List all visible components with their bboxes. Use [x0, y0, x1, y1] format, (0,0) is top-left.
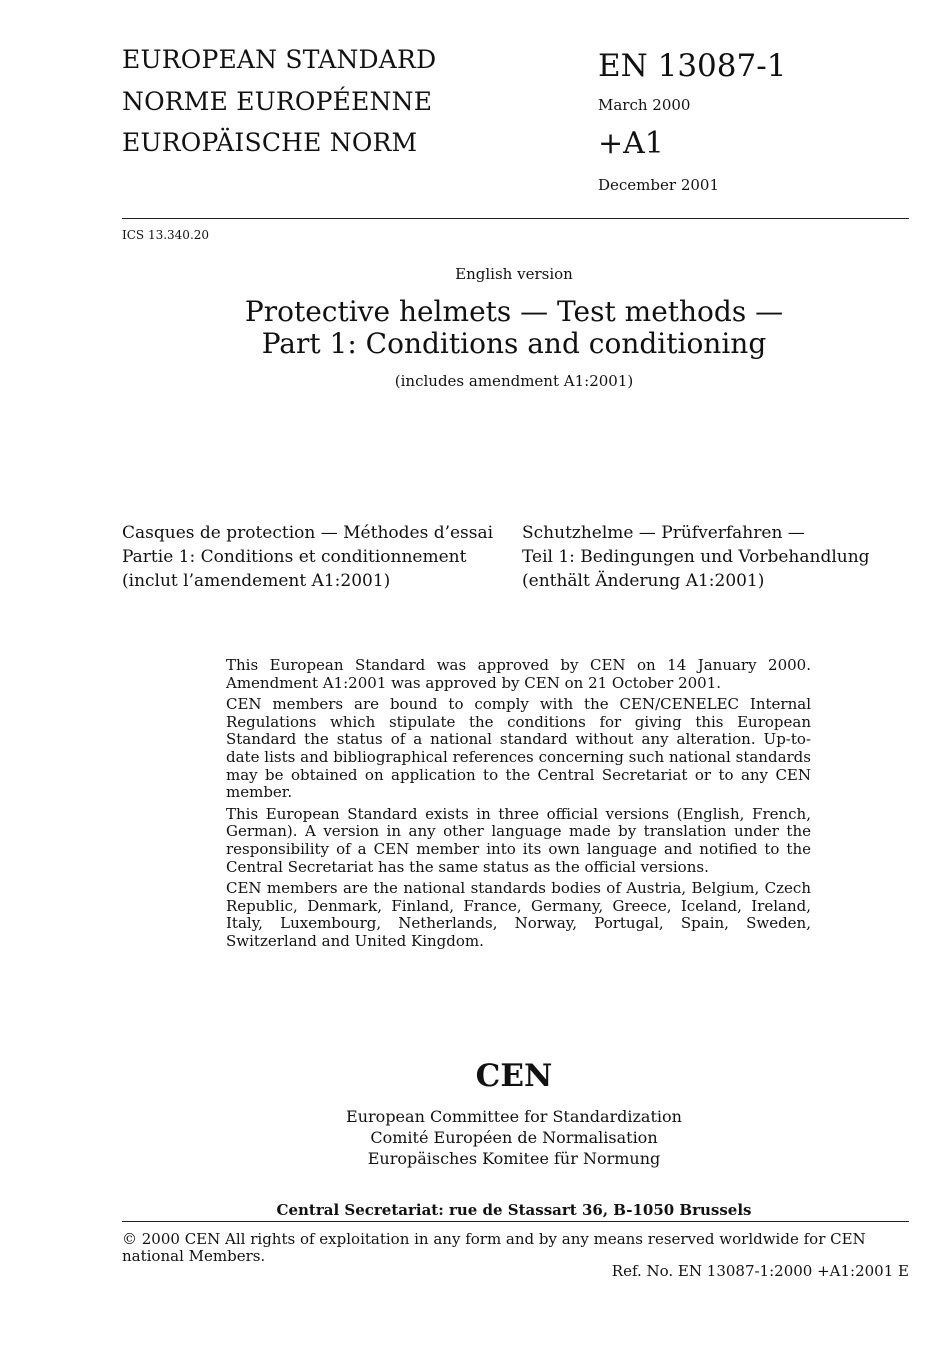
footer-divider — [122, 1221, 909, 1222]
german-title — [522, 521, 870, 593]
approval-paragraph: This European Standard was approved by CEN on 14 January 2000. Amendment A1:2001 was approved by CEN on 21 October 2001. — [226, 656, 811, 692]
french-title-line: (inclut l’amendement A1:2001) — [122, 571, 391, 591]
french-title-line: Partie 1: Conditions et conditionnement — [122, 547, 467, 567]
standard-title-de: EUROPÄISCHE NORM — [122, 128, 418, 157]
document-title — [0, 296, 950, 360]
reference-number: Ref. No. EN 13087-1:2000 +A1:2001 E — [611, 1262, 909, 1280]
approval-paragraph: CEN members are bound to comply with the CEN/CENELEC Internal Regulations which stipulate the conditions for giving this European Standard the status of a national standard without any alteration. Up-to-date lists and bibliographical references concerning such national standards may be obtained on application to the Central Secretariat or to any CEN member. — [226, 695, 811, 802]
committee-name-fr: Comité Européen de Normalisation — [370, 1128, 658, 1147]
approval-paragraph: This European Standard exists in three official versions (English, French, German). A version in any other language made by translation under the responsibility of a CEN member into its own language and notified to the Central Secretariat has the same status as the official versions. — [226, 804, 811, 876]
french-title — [122, 521, 493, 593]
standard-title-fr: NORME EUROPÉENNE — [122, 87, 433, 116]
french-title-line: Casques de protection — Méthodes d’essai — [122, 523, 494, 543]
amendment-date: December 2001 — [598, 176, 719, 194]
committee-name-de: Europäisches Komitee für Normung — [367, 1149, 661, 1168]
publication-date: March 2000 — [598, 96, 691, 114]
cen-logo: CEN — [475, 1058, 553, 1094]
secretariat-address: Central Secretariat: rue de Stassart 36, B-1050 Brussels — [276, 1201, 752, 1219]
title-line-1: Protective helmets — Test methods — — [244, 295, 784, 328]
german-title-line: Schutzhelme — Prüfverfahren — — [522, 523, 805, 543]
amendment-mark: +A1 — [598, 126, 664, 161]
copyright-notice: © 2000 CEN All rights of exploitation in any form and by any means reserved worldwide for CEN national Members. — [122, 1230, 866, 1265]
approval-statement — [226, 657, 811, 955]
includes-amendment: (includes amendment A1:2001) — [394, 372, 634, 390]
title-line-2: Part 1: Conditions and conditioning — [261, 327, 767, 360]
ics-code: ICS 13.340.20 — [122, 228, 210, 242]
committee-names — [0, 1106, 950, 1169]
approval-paragraph: CEN members are the national standards bodies of Austria, Belgium, Czech Republic, Denmark, Finland, France, Germany, Greece, Iceland, Ireland, Italy, Luxembourg, Netherlands, Norway, Portugal, Spain, Sweden, Switzerland and United Kingdom. — [226, 879, 811, 950]
header-divider — [122, 218, 909, 219]
standard-number: EN 13087-1 — [598, 48, 787, 84]
language-version: English version — [455, 265, 573, 283]
committee-name-en: European Committee for Standardization — [346, 1107, 682, 1126]
german-title-line: Teil 1: Bedingungen und Vorbehandlung — [522, 547, 870, 567]
standard-title-en: EUROPEAN STANDARD — [122, 45, 437, 74]
german-title-line: (enthält Änderung A1:2001) — [522, 571, 765, 591]
